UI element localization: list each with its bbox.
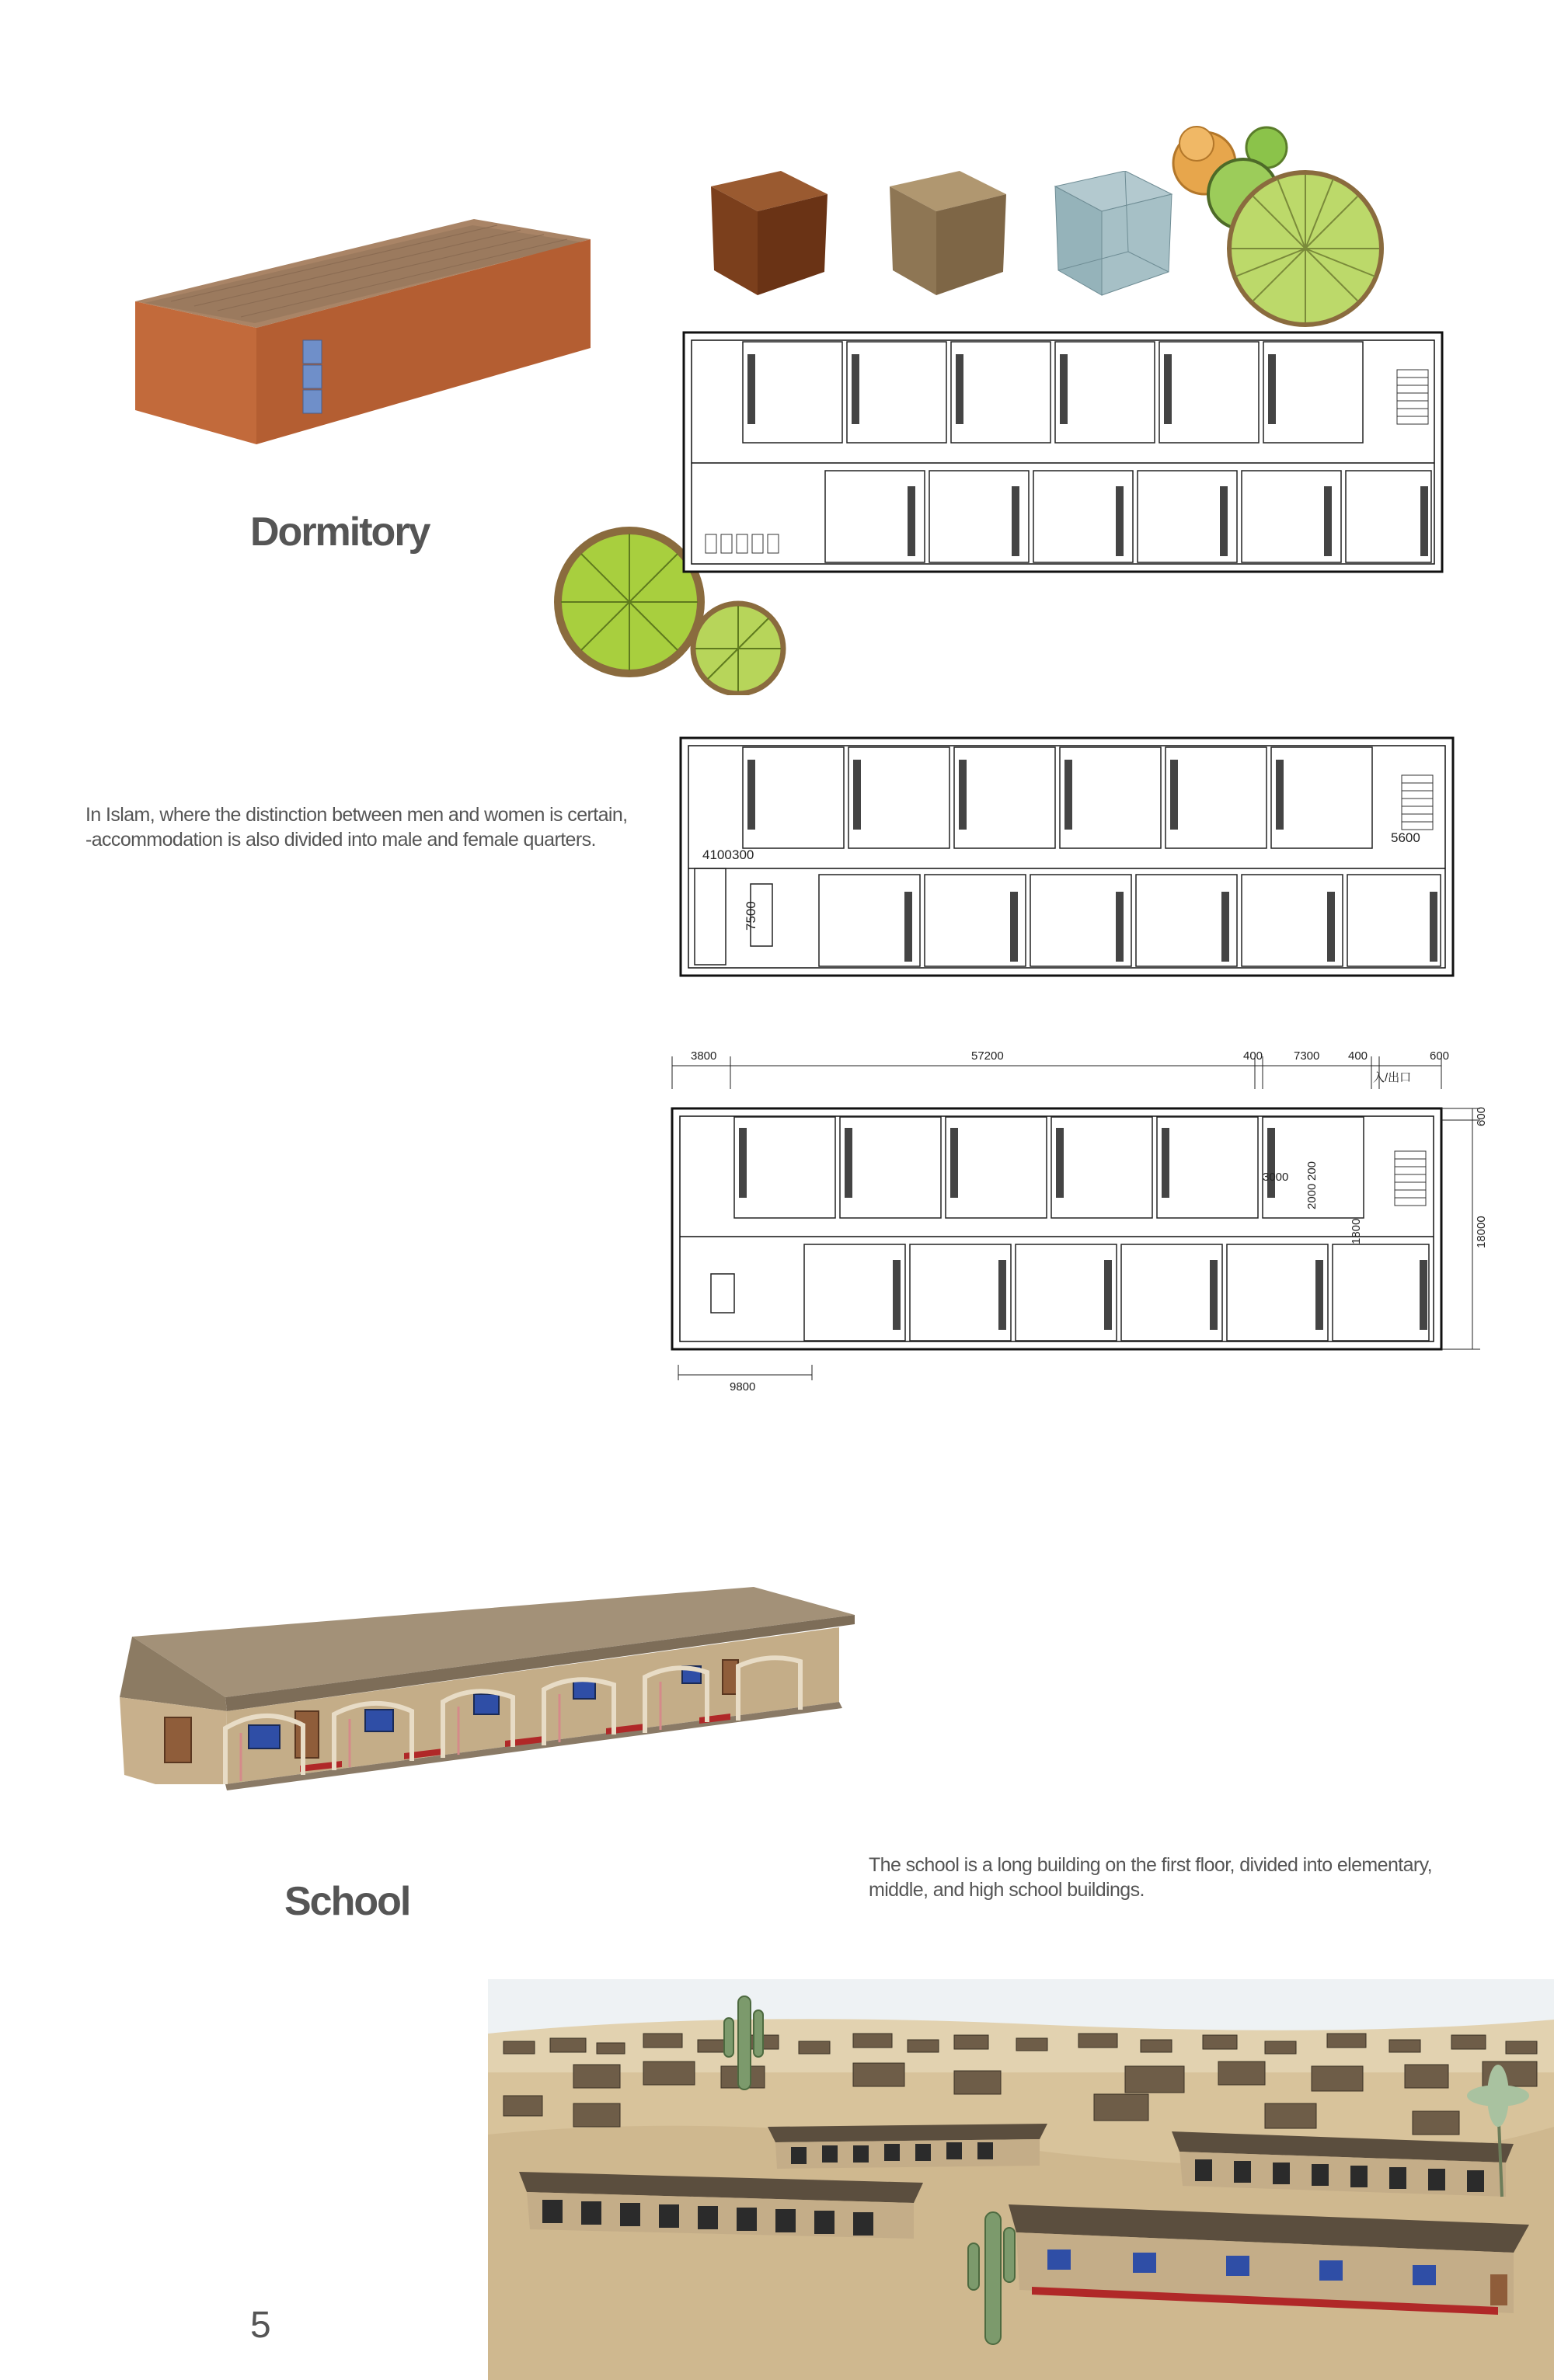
school-description	[869, 1853, 1521, 1902]
dorm-window	[303, 390, 322, 413]
floor-plan-2	[679, 736, 1455, 979]
floor-plan-1	[682, 331, 1445, 576]
school-title: School	[284, 1879, 410, 1924]
plan3-dim-1800: 1800	[1350, 1218, 1363, 1244]
plan3-dim-400a: 400	[1243, 1049, 1263, 1063]
page-number: 5	[250, 2305, 271, 2346]
plan2-dim-4100: 4100	[702, 847, 732, 862]
plan3-entrance-label: 入/出口	[1373, 1071, 1412, 1084]
dormitory-description	[85, 802, 660, 852]
school-description-line2: middle, and high school buildings.	[869, 1879, 1145, 1901]
material-cube-earth	[882, 171, 1014, 299]
plan3-dim-3000: 3000	[1263, 1171, 1289, 1184]
plan3-dim-200: 200	[1305, 1160, 1319, 1181]
dormitory-description-line2: -accommodation is also divided into male and female quarters.	[85, 829, 596, 851]
tree-cluster-top	[1158, 101, 1391, 334]
material-cube-wood	[703, 171, 835, 299]
plan3-dim-side-600: 600	[1475, 1106, 1488, 1126]
plan3-dim-3800: 3800	[691, 1049, 717, 1063]
floor-plan-3	[664, 1042, 1496, 1392]
plan3-dim-600: 600	[1430, 1049, 1450, 1063]
dorm-window	[303, 340, 322, 364]
plan3-dim-9800: 9800	[730, 1380, 756, 1392]
dormitory-title: Dormitory	[250, 510, 430, 555]
plan3-dim-400b: 400	[1348, 1049, 1368, 1063]
school-3d-model	[109, 1581, 855, 1798]
plan3-dim-2000: 2000	[1305, 1183, 1319, 1209]
dormitory-description-line1: In Islam, where the distinction between men and women is certain,	[85, 804, 628, 826]
plan3-dim-57200: 57200	[971, 1049, 1004, 1063]
dormitory-3d-model	[124, 210, 606, 458]
plan3-dim-side-18000: 18000	[1475, 1216, 1488, 1248]
desert-site-rendering	[488, 1979, 1554, 2380]
plan2-dim-7500: 7500	[744, 901, 758, 931]
school-description-line1: The school is a long building on the first floor, divided into elementary,	[869, 1854, 1433, 1876]
dorm-window	[303, 365, 322, 388]
plan3-dim-7300: 7300	[1294, 1049, 1320, 1063]
plan2-dim-300: 300	[732, 847, 754, 862]
plan2-dim-5600: 5600	[1391, 830, 1420, 845]
